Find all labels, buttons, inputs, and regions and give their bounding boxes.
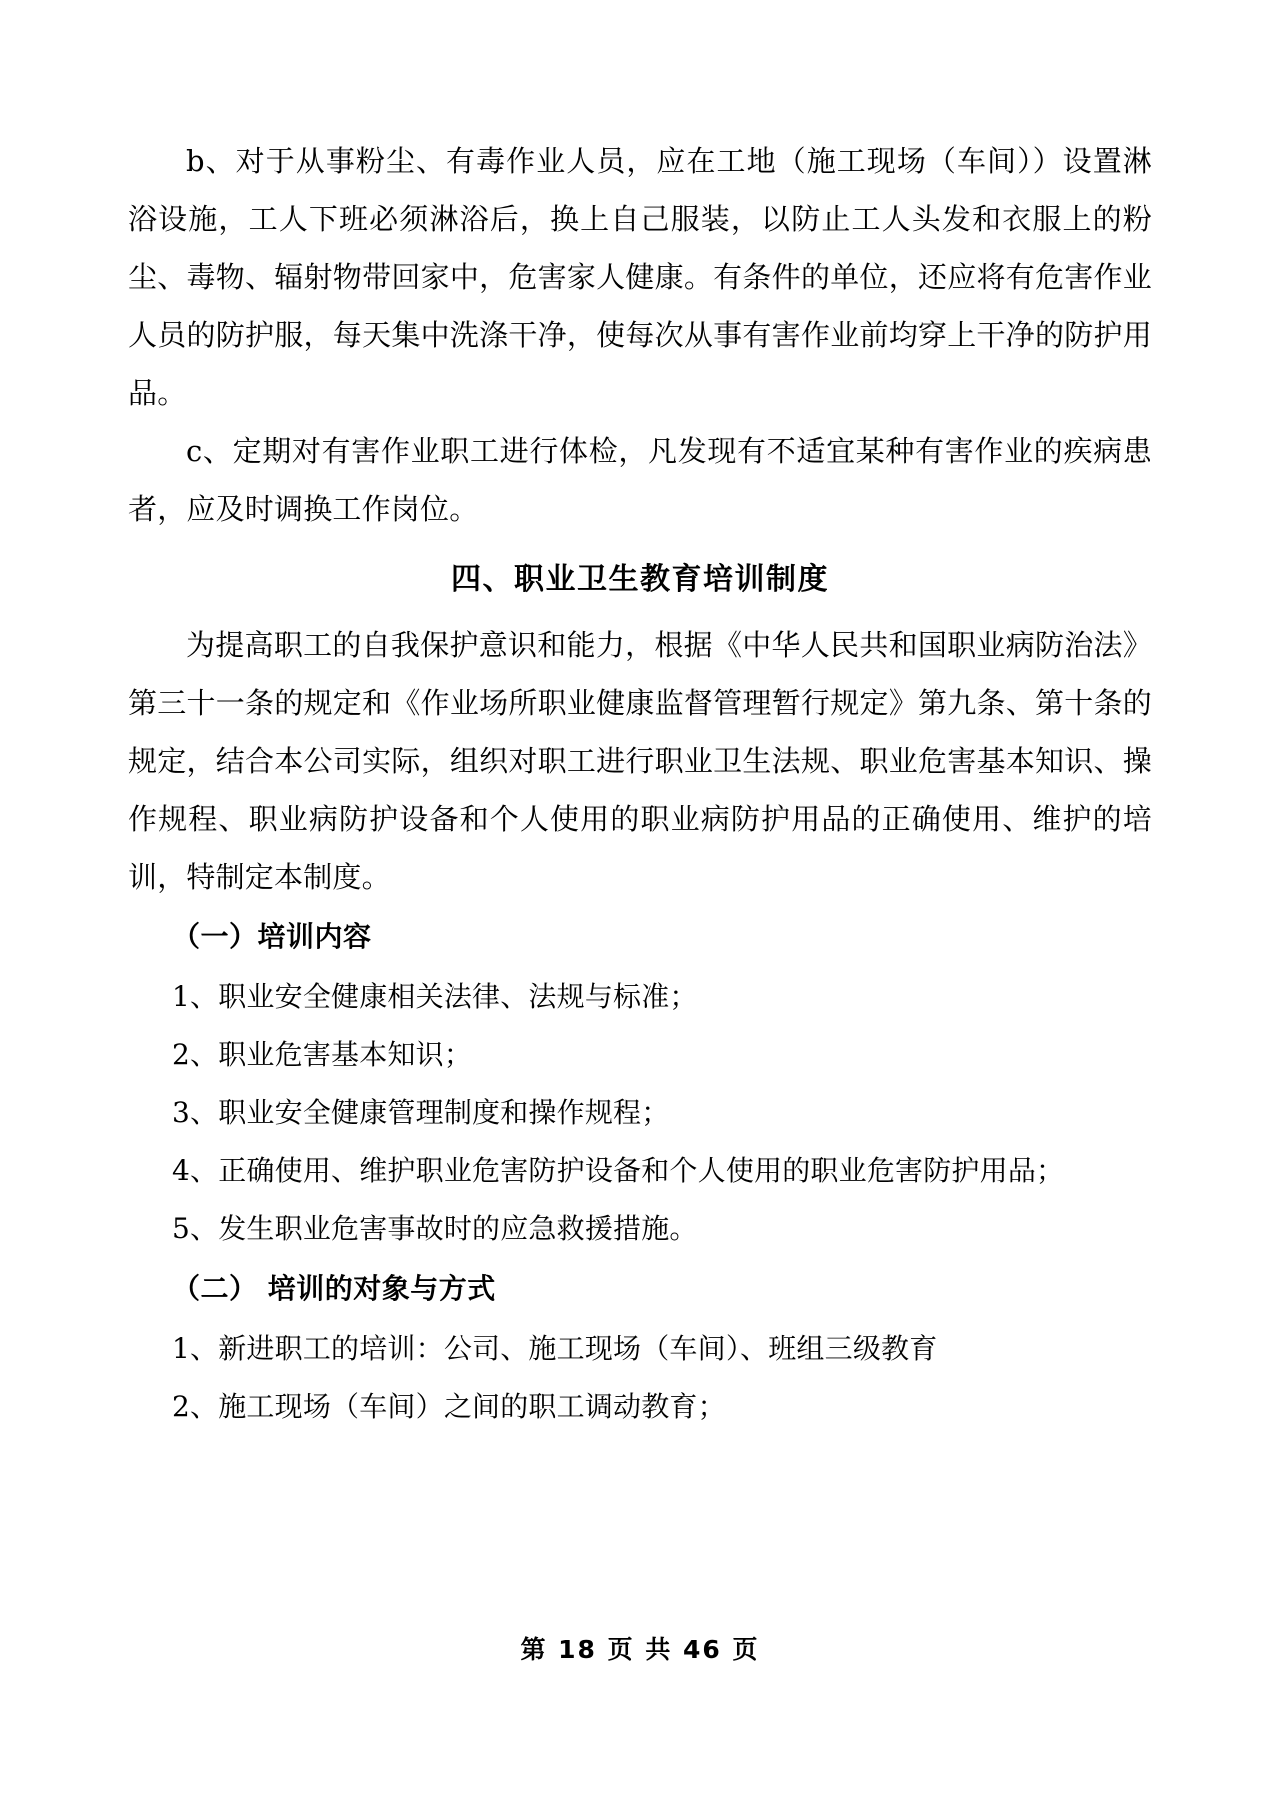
list-item: 2、施工现场（车间）之间的职工调动教育； — [172, 1390, 726, 1423]
list-item: 1、职业安全健康相关法律、法规与标准； — [172, 980, 698, 1013]
list-item: 2、职业危害基本知识； — [172, 1038, 473, 1071]
section-intro-paragraph: 为提高职工的自我保护意识和能力，根据《中华人民共和国职业病防治法》第三十一条的规定和《作业场所职业健康监督管理暂行规定》第九条、第十条的规定，结合本公司实际，组织对职工进行职业卫生法规、职业危害基本知识、操作规程、职业病防护设备和个人使用的职业病防护用品的正确使用、维护的培训，特制定本制度。 — [128, 628, 1152, 894]
list-item: 5、发生职业危害事故时的应急救援措施。 — [172, 1212, 698, 1245]
list-item: 3、职业安全健康管理制度和操作规程； — [172, 1096, 670, 1129]
list-item: 1、新进职工的培训：公司、施工现场（车间）、班组三级教育 — [172, 1332, 938, 1365]
subsection-1-title: （一）培训内容 — [172, 920, 372, 953]
subsection-2-title: （二） 培训的对象与方式 — [172, 1272, 496, 1305]
list-item: 4、正确使用、维护职业危害防护设备和个人使用的职业危害防护用品； — [172, 1154, 1065, 1187]
paragraph-c: c、定期对有害作业职工进行体检，凡发现有不适宜某种有害作业的疾病患者，应及时调换工作岗位。 — [128, 434, 1152, 526]
page-content — [128, 132, 1152, 1436]
paragraph-b: b、对于从事粉尘、有毒作业人员，应在工地（施工现场（车间））设置淋浴设施，工人下班必须淋浴后，换上自己服装，以防止工人头发和衣服上的粉尘、毒物、辐射物带回家中，危害家人健康。有条件的单位，还应将有危害作业人员的防护服，每天集中洗涤干净，使每次从事有害作业前均穿上干净的防护用品。 — [128, 144, 1152, 410]
page-footer: 第 18 页 共 46 页 — [520, 1635, 760, 1664]
section-heading: 四、职业卫生教育培训制度 — [451, 562, 829, 597]
